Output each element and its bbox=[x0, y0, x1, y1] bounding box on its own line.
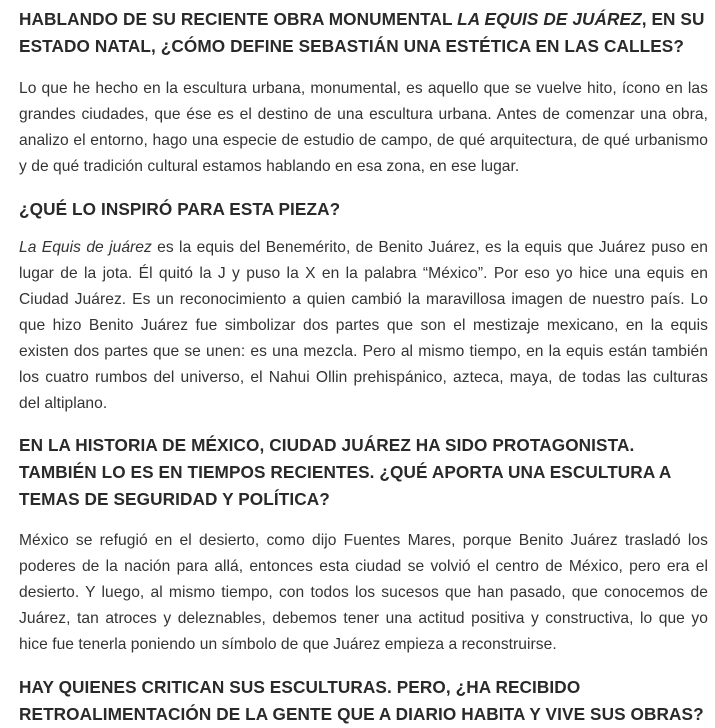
question-1-text-end: , EN SU ESTADO NATAL, ¿CÓMO DEFINE SEBASTIÁN UNA ESTÉTICA EN LAS CALLES? bbox=[19, 9, 705, 56]
question-1-text-start: HABLANDO DE SU RECIENTE OBRA MONUMENTAL bbox=[19, 9, 458, 29]
artwork-title: LA EQUIS DE JUÁREZ bbox=[457, 9, 642, 29]
question-heading-3: EN LA HISTORIA DE MÉXICO, CIUDAD JUÁREZ HA SIDO PROTAGONISTA. TAMBIÉN LO ES EN TIEMPOS RECIENTES. ¿QUÉ APORTA UNA ESCULTURA A TEMAS DE SEGURIDAD Y POLÍTICA? bbox=[19, 435, 671, 509]
artwork-title-inline: La Equis de juárez bbox=[19, 239, 152, 256]
question-heading-1 bbox=[19, 6, 708, 60]
answer-paragraph-1: Lo que he hecho en la escultura urbana, monumental, es aquello que se vuelve hito, ícono en las grandes ciudades, que ése es el destino de una escultura urbana. Antes de comenzar una obra, analizo el entorno, hago una especie de estudio de campo, de qué arquitectura, de qué urbanismo y de qué tradición cultural estamos hablando en esa zona, en ese lugar. bbox=[19, 80, 708, 175]
interview-article bbox=[19, 0, 708, 728]
answer-paragraph-3: México se refugió en el desierto, como dijo Fuentes Mares, porque Benito Juárez trasladó los poderes de la nación para allá, entonces esta ciudad se volvió el centro de México, pero era el desierto. Y luego, al mismo tiempo, con todos los sucesos que han pasado, que conocemos de Juárez, tan atroces y deleznables, debemos tener una actitud positiva y constructiva, lo que yo hice fue tenerla poniendo un símbolo de que Juárez empieza a reconstruirse. bbox=[19, 532, 708, 653]
question-heading-4: HAY QUIENES CRITICAN SUS ESCULTURAS. PERO, ¿HA RECIBIDO RETROALIMENTACIÓN DE LA GENTE QUE A DIARIO HABITA Y VIVE SUS OBRAS? bbox=[19, 677, 704, 724]
answer-paragraph-2 bbox=[19, 235, 708, 417]
question-heading-2: ¿QUÉ LO INSPIRÓ PARA ESTA PIEZA? bbox=[19, 199, 341, 219]
answer-2-text: es la equis del Benemérito, de Benito Juárez, es la equis que Juárez puso en lugar de la jota. Él quitó la J y puso la X en la palabra “México”. Por eso yo hice una equis en Ciudad Juárez. Es un reconocimiento a quien cambió la maravillosa imagen de nuestro país. Lo que hizo Benito Juárez fue simbolizar dos partes que son el mestizaje mexicano, en la equis existen dos partes que se unen: es una mezcla. Pero al mismo tiempo, en la equis están también los cuatro rumbos del universo, el Nahui Ollin prehispánico, azteca, maya, de todas las culturas del altiplano. bbox=[19, 239, 708, 412]
